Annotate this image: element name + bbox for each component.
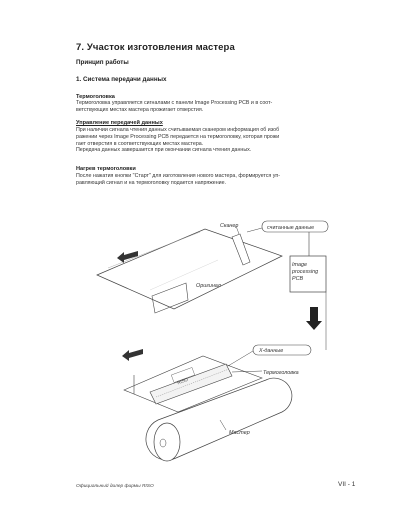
text-line: При наличии сигнала чтения данных считываемая сканером информация об изоб: [76, 127, 280, 133]
text-line: Передача данных завершается при окончании сигнала чтения данных.: [76, 147, 252, 154]
x-data-link: [228, 351, 253, 366]
feed-arrow-icon: [117, 251, 138, 263]
scanner-label: Сканер: [220, 223, 239, 229]
page-number: VII - 1: [338, 481, 356, 488]
original-label: Оригинал: [196, 283, 221, 289]
scanner-box: [152, 283, 188, 313]
block-heading-thermal-head: Термоголовка: [76, 94, 115, 100]
text-line: гает отверстия в соответствующих местах мастера.: [76, 140, 204, 147]
subsection-heading: 1. Система передачи данных: [76, 76, 167, 83]
master-roll-end: [154, 423, 180, 461]
text-line: После нажатия кнопки "Старт" для изготовления нового мастера, формируется уп-: [76, 173, 281, 179]
text-line: ветствующих местах мастера прожигает отверстия.: [76, 106, 204, 113]
text-line: Термоголовка управляется сигналами с панели Image Processing PCB и в соот-: [76, 100, 273, 106]
sheet-edge-line: [108, 232, 200, 268]
pcb-label: Image processing PCB: [292, 262, 319, 282]
master-feed-arrow-icon: [122, 349, 143, 361]
data-link: [247, 228, 262, 232]
scanner-bar: [232, 234, 250, 265]
section-heading: Принцип работы: [76, 59, 129, 66]
down-arrow-icon: [306, 307, 322, 330]
riso-logo: RISO: [176, 376, 189, 386]
text-line: равляющий сигнал и на термоголовку подается напряжение.: [76, 179, 227, 186]
block-heading-data-transfer: Управление передачей данных: [76, 120, 163, 126]
thermal-head-label: Термоголовка: [263, 370, 299, 376]
master-roll-core: [160, 439, 166, 447]
text-line: ражении через Image Processing PCB передается на термоголовку, которая прожи: [76, 133, 280, 140]
chapter-title: 7. Участок изготовления мастера: [76, 42, 235, 53]
master-label: Мастер: [229, 430, 250, 436]
head-pointer: [232, 371, 262, 372]
footer-dealer: Официальный дилер фирмы RISO: [76, 484, 154, 489]
x-data-label: X-данные: [259, 348, 284, 354]
block-heading-head-heating: Нагрев термоголовки: [76, 166, 136, 172]
original-sheet: [97, 229, 282, 309]
read-data-label: считанные данные: [267, 225, 315, 231]
